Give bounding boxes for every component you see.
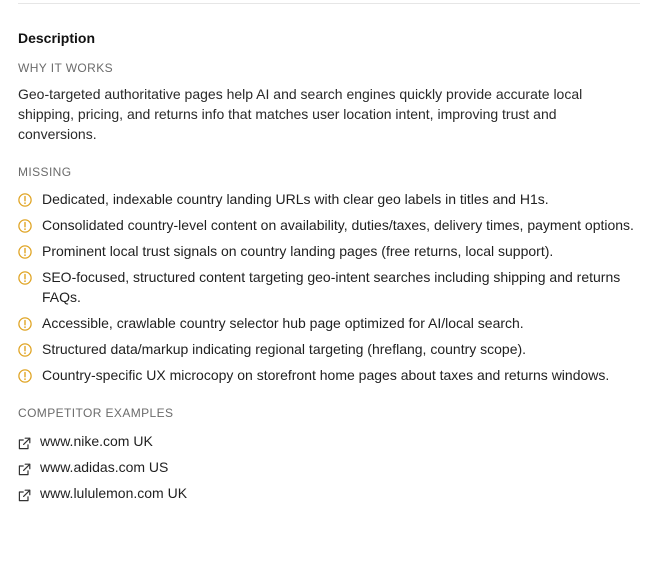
missing-item-text: Dedicated, indexable country landing URLs with clear geo labels in titles and H1s.: [42, 191, 549, 207]
missing-item: [18, 313, 638, 333]
top-divider: [18, 3, 640, 4]
missing-item: [18, 215, 638, 235]
missing-item-text: Structured data/markup indicating regional targeting (hreflang, country scope).: [42, 341, 527, 357]
warning-circle-icon: [18, 342, 32, 356]
competitor-link-text[interactable]: www.nike.com UK: [40, 433, 153, 449]
why-it-works-text: Geo-targeted authoritative pages help AI and search engines quickly provide accurate local shipping, pricing, and returns info that matches user location intent, improving trust and conversions.: [18, 86, 583, 142]
missing-item: [18, 189, 638, 209]
warning-circle-icon: [18, 368, 32, 382]
external-link-icon: [18, 487, 31, 500]
missing-item: [18, 365, 638, 385]
why-it-works-label: WHY IT WORKS: [18, 61, 114, 75]
warning-circle-icon: [18, 270, 32, 284]
warning-circle-icon: [18, 316, 32, 330]
competitor-link[interactable]: [18, 483, 638, 503]
warning-circle-icon: [18, 218, 32, 232]
description-title: Description: [18, 30, 96, 46]
competitor-examples-label: COMPETITOR EXAMPLES: [18, 406, 174, 420]
missing-item-text: Prominent local trust signals on country landing pages (free returns, local support).: [42, 243, 554, 259]
competitor-list: [18, 431, 638, 503]
missing-item-text: Accessible, crawlable country selector hub page optimized for AI/local search.: [42, 315, 524, 331]
missing-item: [18, 241, 638, 261]
warning-circle-icon: [18, 192, 32, 206]
description-panel: [18, 29, 638, 509]
missing-item-text: SEO-focused, structured content targeting geo-intent searches including shipping and returns FAQs.: [42, 269, 621, 305]
competitor-link-text[interactable]: www.lululemon.com UK: [40, 485, 188, 501]
missing-label: MISSING: [18, 165, 72, 179]
missing-item: [18, 339, 638, 359]
missing-list: [18, 189, 638, 385]
competitor-link[interactable]: [18, 457, 638, 477]
external-link-icon: [18, 435, 31, 448]
missing-item-text: Consolidated country-level content on availability, duties/taxes, delivery times, payment options.: [42, 217, 634, 233]
missing-item: [18, 267, 638, 307]
warning-circle-icon: [18, 244, 32, 258]
missing-item-text: Country-specific UX microcopy on storefront home pages about taxes and returns windows.: [42, 367, 610, 383]
competitor-link-text[interactable]: www.adidas.com US: [40, 459, 169, 475]
competitor-link[interactable]: [18, 431, 638, 451]
external-link-icon: [18, 461, 31, 474]
